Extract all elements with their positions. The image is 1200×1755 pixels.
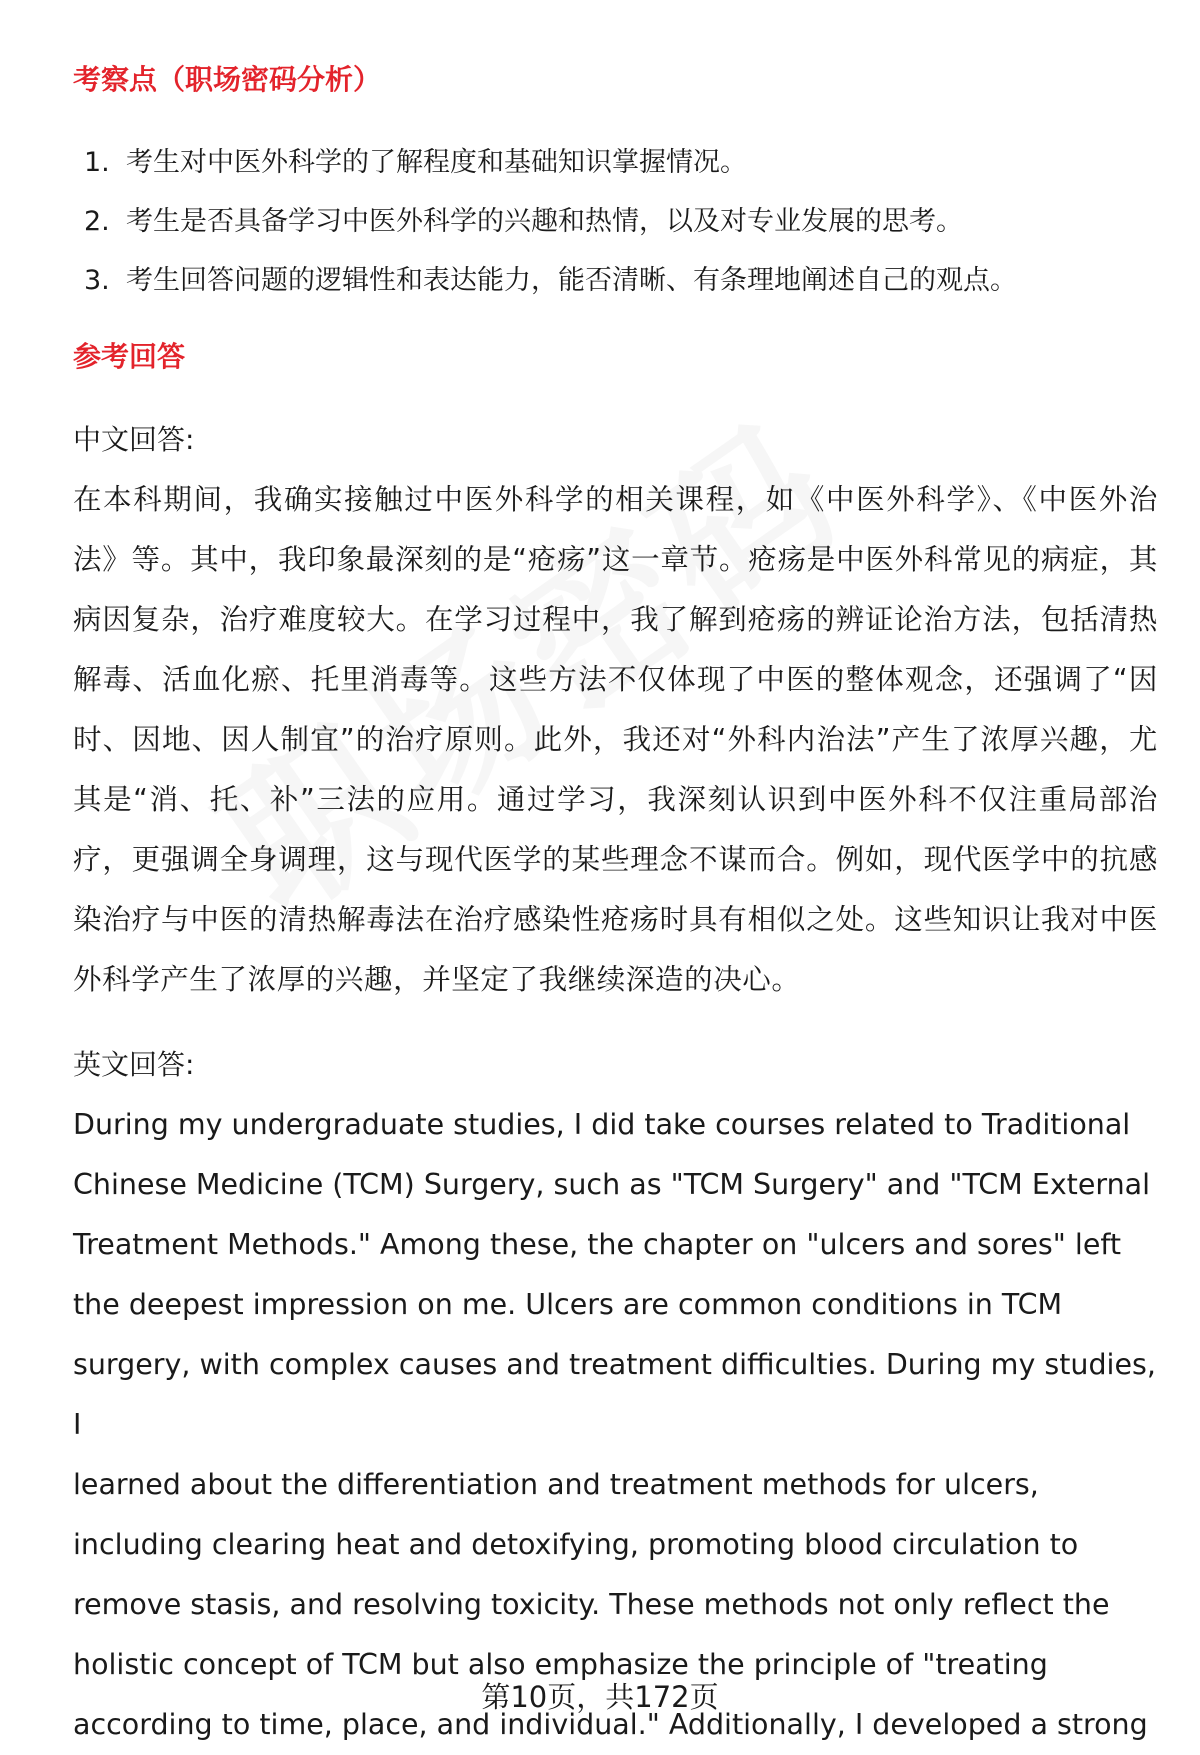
english-answer-line: learned about the differentiation and treatment methods for ulcers,	[73, 1468, 1039, 1501]
list-item	[84, 134, 1164, 193]
english-answer-label: 英文回答:	[73, 1048, 195, 1081]
english-answer-line: the deepest impression on me. Ulcers are common conditions in TCM	[73, 1288, 1063, 1321]
list-item-text: 考生是否具备学习中医外科学的兴趣和热情，以及对专业发展的思考。	[126, 206, 963, 238]
list-item-number: 1.	[84, 147, 110, 179]
english-answer-line: including clearing heat and detoxifying, promoting blood circulation to	[73, 1528, 1079, 1561]
english-answer-text	[73, 1095, 1158, 1755]
chinese-answer-text: 在本科期间，我确实接触过中医外科学的相关课程，如《中医外科学》、《中医外治法》等。其中，我印象最深刻的是“疮疡”这一章节。疮疡是中医外科常见的病症，其病因复杂，治疗难度较大。在学习过程中，我了解到疮疡的辨证论治方法，包括清热解毒、活血化瘀、托里消毒等。这些方法不仅体现了中医的整体观念，还强调了“因时、因地、因人制宜”的治疗原则。此外，我还对“外科内治法”产生了浓厚兴趣，尤其是“消、托、补”三法的应用。通过学习，我深刻认识到中医外科不仅注重局部治疗，更强调全身调理，这与现代医学的某些理念不谋而合。例如，现代医学中的抗感染治疗与中医的清热解毒法在治疗感染性疮疡时具有相似之处。这些知识让我对中医外科学产生了浓厚的兴趣，并坚定了我继续深造的决心。	[73, 483, 1158, 996]
english-answer-line: surgery, with complex causes and treatment difficulties. During my studies, I	[73, 1348, 1156, 1441]
list-item-text: 考生对中医外科学的了解程度和基础知识掌握情况。	[126, 147, 747, 179]
english-answer-line: Treatment Methods." Among these, the chapter on "ulcers and sores" left	[73, 1228, 1122, 1261]
english-answer-line: holistic concept of TCM but also emphasize the principle of "treating	[73, 1648, 1048, 1681]
list-item	[84, 252, 1164, 311]
english-answer-block	[73, 1035, 1158, 1755]
analysis-section-title: 考察点（职场密码分析）	[73, 63, 382, 96]
list-item-number: 2.	[84, 206, 110, 238]
list-item-number: 3.	[84, 265, 110, 297]
page-number-footer: 第10页，共172页	[481, 1680, 719, 1714]
list-item	[84, 193, 1164, 252]
reference-section-title: 参考回答	[73, 340, 186, 373]
list-item-text: 考生回答问题的逻辑性和表达能力，能否清晰、有条理地阐述自己的观点。	[126, 265, 1017, 297]
chinese-answer-block	[73, 410, 1158, 1010]
chinese-answer-label: 中文回答:	[73, 423, 195, 456]
analysis-list	[84, 134, 1164, 311]
english-answer-line: Chinese Medicine (TCM) Surgery, such as "TCM Surgery" and "TCM External	[73, 1168, 1151, 1201]
english-answer-line: During my undergraduate studies, I did take courses related to Traditional	[73, 1108, 1131, 1141]
english-answer-line: remove stasis, and resolving toxicity. These methods not only reflect the	[73, 1588, 1110, 1621]
english-answer-line: according to time, place, and individual." Additionally, I developed a strong	[73, 1708, 1148, 1741]
